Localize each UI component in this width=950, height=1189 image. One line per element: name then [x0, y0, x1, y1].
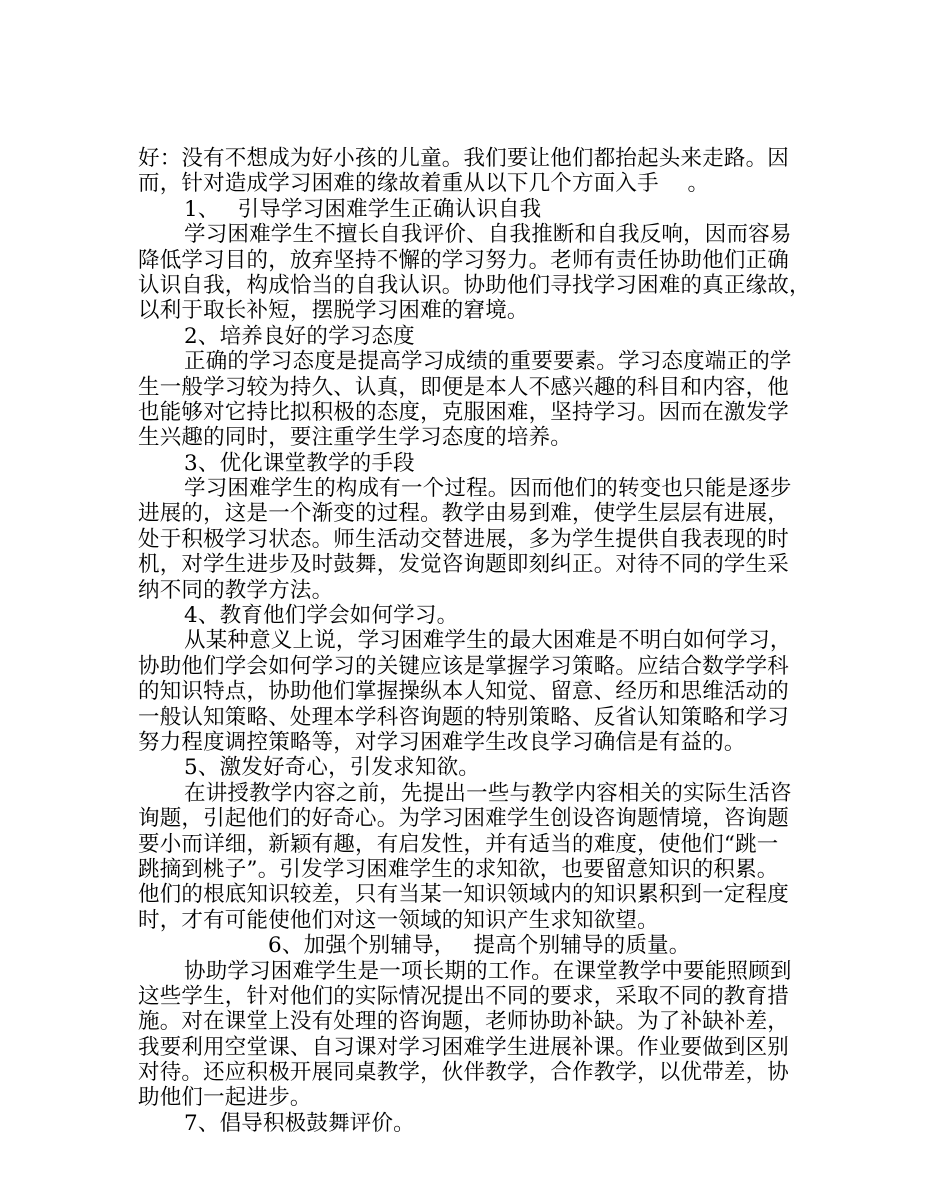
text-line: 学习困难学生的构成有一个过程。因而他们的转变也只能是逐步: [184, 476, 792, 502]
text-line: 2、培养良好的学习态度: [184, 323, 415, 349]
text-line: 学习困难学生不擅长自我评价、自我推断和自我反响，因而容易: [184, 222, 792, 248]
text-line: 3、优化课堂教学的手段: [184, 450, 415, 476]
text-line: 生一般学习较为持久、认真，即便是本人不感兴趣的科目和内容，他: [138, 374, 790, 400]
text-line: 施。对在课堂上没有处理的咨询题，老师协助补缺。为了补缺补差，: [138, 1009, 790, 1035]
text-line: 协助他们学会如何学习的关键应该是掌握学习策略。应结合数学学科: [138, 653, 790, 679]
text-line: 这些学生，针对他们的实际情况提出不同的要求，采取不同的教育措: [138, 983, 790, 1009]
text-line: 的知识特点，协助他们掌握操纵本人知觉、留意、经历和思维活动的: [138, 679, 790, 705]
text-line: 协助学习困难学生是一项长期的工作。在课堂教学中要能照顾到: [184, 958, 792, 984]
text-line: 时，才有可能使他们对这一领域的知识产生求知欲望。: [138, 907, 659, 933]
text-line: 7、倡导积极鼓舞评价。: [184, 1110, 415, 1136]
text-line: 一般认知策略、处理本学科咨询题的特别策略、反省认知策略和学习: [138, 704, 790, 730]
text-line: 跳摘到桃子”。引发学习困难学生的求知欲，也要留意知识的积累。: [138, 856, 779, 882]
text-line: 好：没有不想成为好小孩的儿童。我们要让他们都抬起头来走路。因: [138, 146, 790, 171]
text-line: 机，对学生进步及时鼓舞，发觉咨询题即刻纠正。对待不同的学生采: [138, 552, 790, 578]
text-line: 正确的学习态度是提高学习成绩的重要要素。学习态度端正的学: [184, 349, 792, 375]
text-line: 4、教育他们学会如何学习。: [184, 603, 459, 629]
text-line: 努力程度调控策略等，对学习困难学生改良学习确信是有益的。: [138, 729, 746, 755]
text-line: 纳不同的教学方法。: [138, 577, 334, 603]
text-line: 从某种意义上说，学习困难学生的最大困难是不明白如何学习，: [184, 628, 792, 654]
text-line: 对待。还应积极开展同桌教学，伙伴教学，合作教学，以优带差，协: [138, 1060, 790, 1086]
text-line: 询题，引起他们的好奇心。为学习困难学生创设咨询题情境，咨询题: [138, 806, 790, 832]
text-line: 处于积极学习状态。师生活动交替进展，多为学生提供自我表现的时: [138, 526, 790, 552]
text-line: 以利于取长补短，摆脱学习困难的窘境。: [138, 298, 529, 324]
document-body: [138, 146, 828, 1136]
text-line: 1、 引导学习困难学生正确认识自我: [184, 196, 542, 222]
text-line: 也能够对它持比拟积极的态度，克服困难，坚持学习。因而在激发学: [138, 399, 790, 425]
text-line: 他们的根底知识较差，只有当某一知识领域内的知识累积到一定程度: [138, 882, 790, 908]
text-line: 认识自我，构成恰当的自我认识。协助他们寻找学习困难的真正缘故，: [138, 272, 811, 298]
text-line: 进展的，这是一个渐变的过程。教学由易到难，使学生层层有进展，: [138, 501, 790, 527]
text-line: 降低学习目的，放弃坚持不懈的学习努力。老师有责任协助他们正确: [138, 247, 790, 273]
text-line: 生兴趣的同时，要注重学生学习态度的培养。: [138, 425, 573, 451]
text-line: 6、加强个别辅导， 提高个别辅导的质量。: [268, 933, 691, 959]
text-line: 我要利用空堂课、自习课对学习困难学生进展补课。作业要做到区别: [138, 1034, 790, 1060]
text-line: 要小而详细，新颖有趣，有启发性，并有适当的难度，使他们“跳一: [138, 831, 779, 857]
text-line: 在讲授教学内容之前，先提出一些与教学内容相关的实际生活咨: [184, 780, 792, 806]
text-line: 而，针对造成学习困难的缘故着重从以下几个方面入手 。: [138, 171, 710, 197]
text-line: 助他们一起进步。: [138, 1085, 312, 1111]
text-line: 5、激发好奇心，引发求知欲。: [184, 755, 480, 781]
